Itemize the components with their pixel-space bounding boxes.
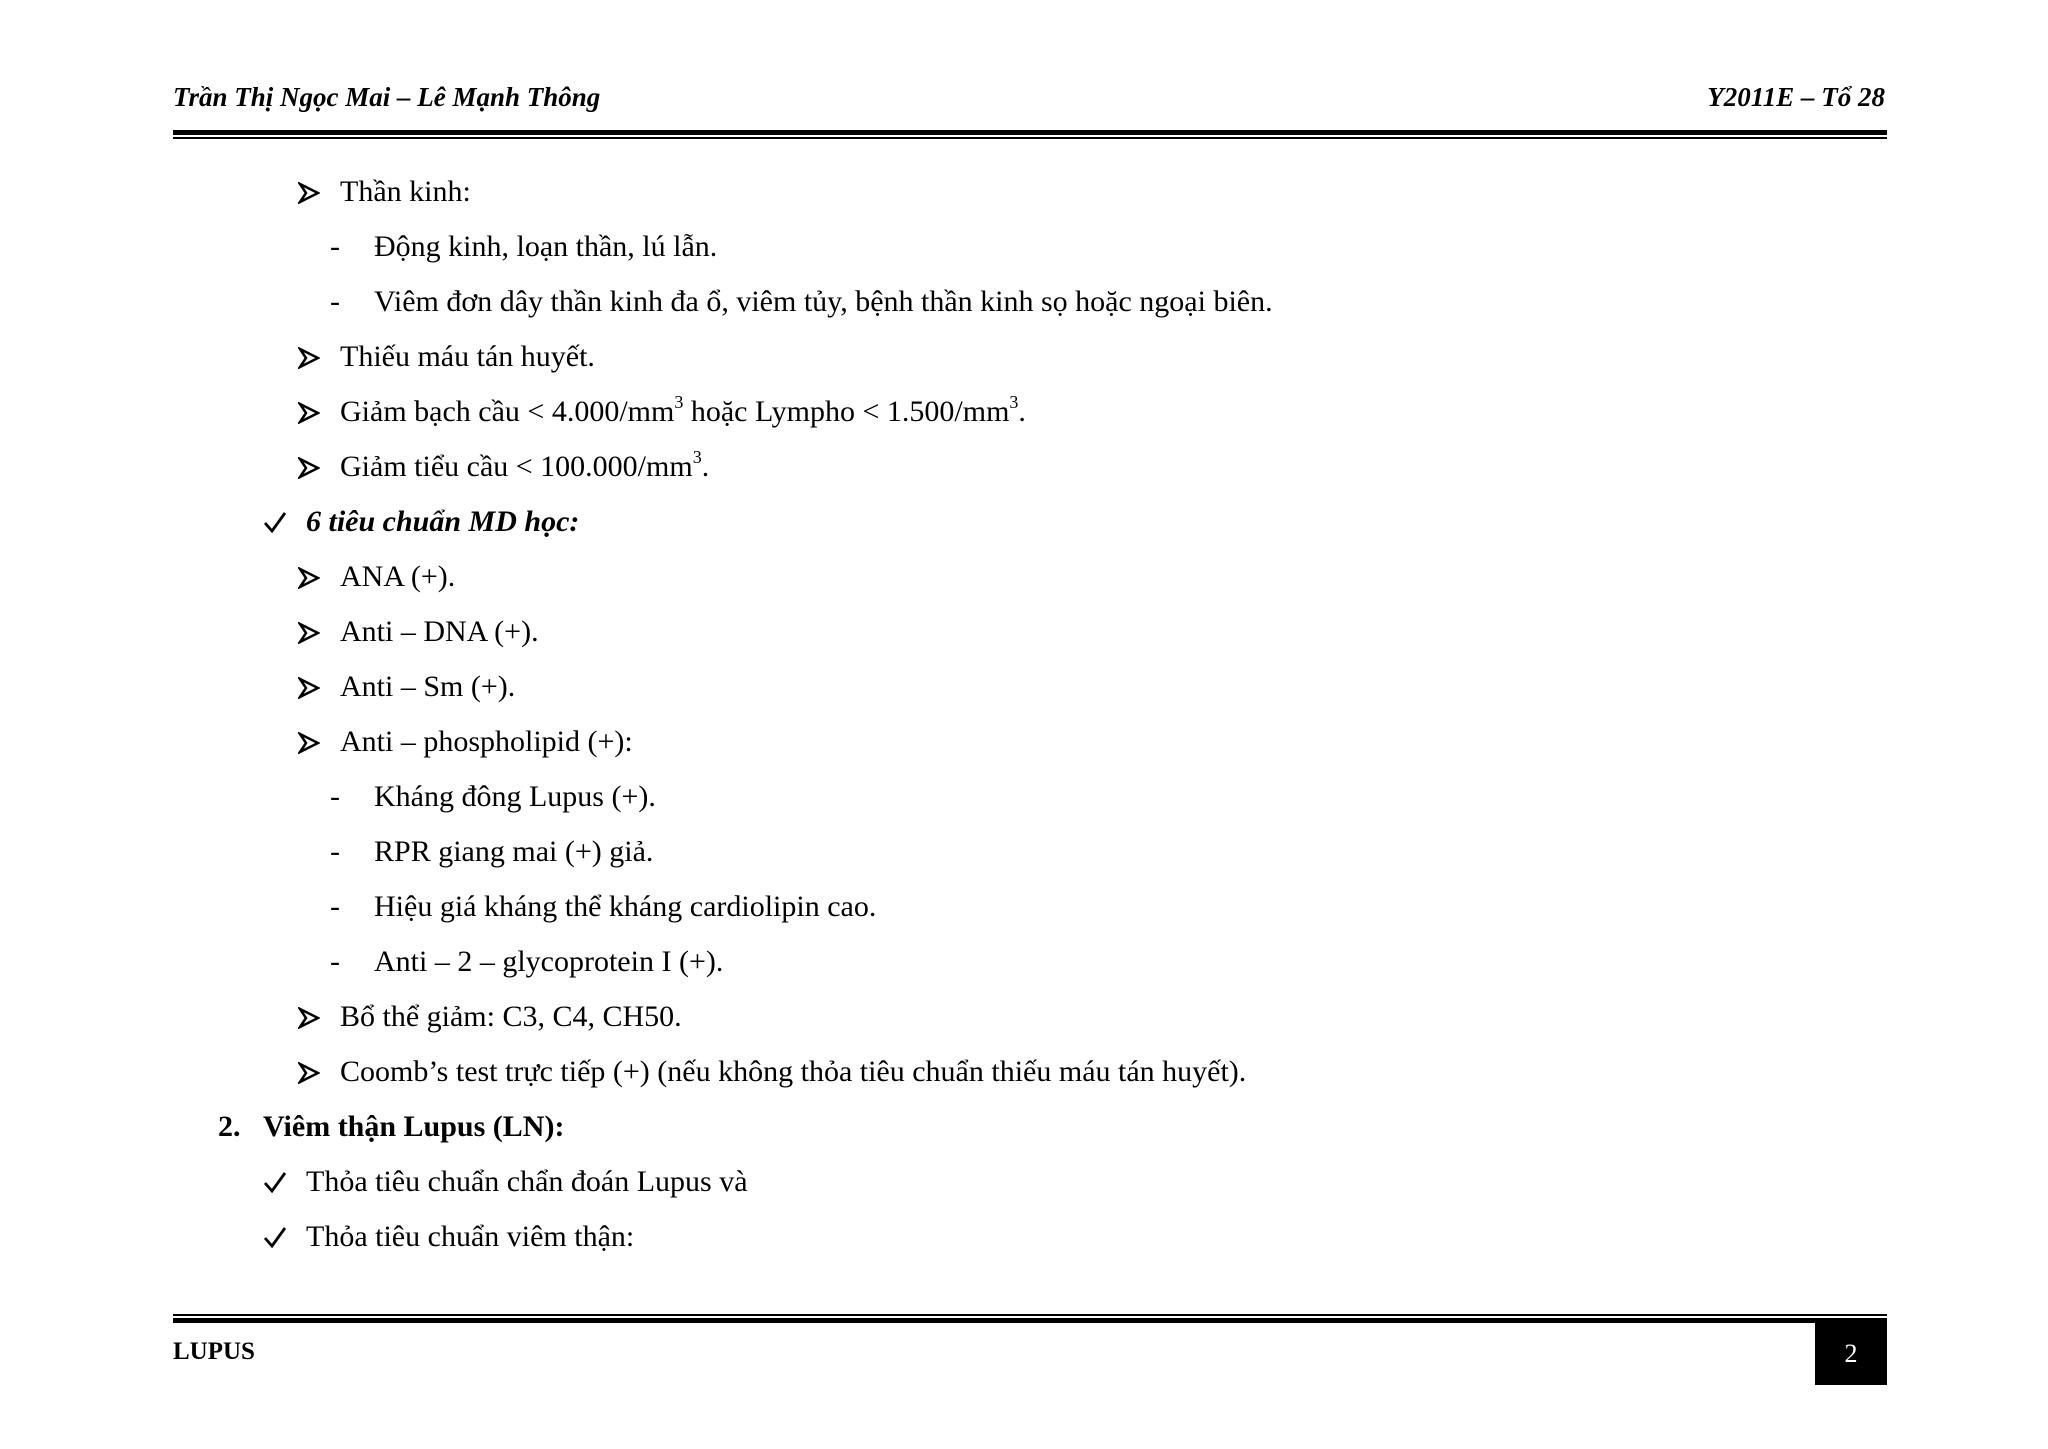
item-thrombocytopenia — [340, 447, 709, 487]
item-complement: Bổ thể giảm: C3, C4, CH50. — [340, 1000, 682, 1033]
section-lupus-nephritis: Viêm thận Lupus (LN): — [263, 1110, 565, 1143]
dash-bullet: - — [330, 780, 340, 813]
dash-bullet: - — [330, 945, 340, 978]
item-rpr: RPR giang mai (+) giả. — [374, 835, 654, 868]
arrow-bullet-icon — [298, 722, 320, 762]
dash-bullet: - — [330, 890, 340, 923]
dash-bullet: - — [330, 835, 340, 868]
checkmark-bullet-icon — [263, 1217, 287, 1257]
leukopenia-sup-2: 3 — [1009, 392, 1019, 412]
arrow-bullet-icon — [298, 447, 320, 487]
dash-bullet: - — [330, 285, 340, 318]
item-seizure: Động kinh, loạn thần, lú lẫn. — [374, 230, 718, 263]
dash-bullet: - — [330, 230, 340, 263]
header-authors: Trần Thị Ngọc Mai – Lê Mạnh Thông — [173, 82, 601, 112]
section-number: 2. — [218, 1110, 241, 1143]
item-hemolytic-anemia: Thiếu máu tán huyết. — [340, 340, 595, 373]
item-lupus-criteria: Thỏa tiêu chuẩn chẩn đoán Lupus và — [306, 1165, 748, 1198]
thrombocytopenia-text-b: . — [701, 450, 710, 483]
item-nephritis-criteria: Thỏa tiêu chuẩn viêm thận: — [306, 1220, 635, 1253]
leukopenia-text-c: . — [1018, 395, 1026, 428]
header-group: Y2011E – Tổ 28 — [1707, 82, 1885, 112]
thrombocytopenia-text-a: Giảm tiểu cầu < 100.000/mm — [340, 450, 693, 483]
leukopenia-text-a: Giảm bạch cầu < 4.000/mm — [340, 395, 675, 428]
thrombocytopenia-sup: 3 — [692, 447, 702, 467]
page-number: 2 — [1815, 1323, 1887, 1385]
item-anti-dna: Anti – DNA (+). — [340, 615, 539, 648]
arrow-bullet-icon — [298, 337, 320, 377]
item-anticardiolipin: Hiệu giá kháng thể kháng cardiolipin cao. — [374, 890, 877, 923]
checkmark-bullet-icon — [263, 1162, 287, 1202]
arrow-bullet-icon — [298, 557, 320, 597]
item-leukopenia — [340, 392, 1026, 432]
arrow-bullet-icon — [298, 392, 320, 432]
arrow-bullet-icon — [298, 172, 320, 212]
footer-rule-thin — [173, 1314, 1887, 1316]
item-ana: ANA (+). — [340, 560, 456, 593]
item-neuropathy: Viêm đơn dây thần kinh đa ổ, viêm tủy, bệnh thần kinh sọ hoặc ngoại biên. — [374, 285, 1273, 318]
arrow-bullet-icon — [298, 612, 320, 652]
section-immunologic-criteria: 6 tiêu chuẩn MD học: — [306, 505, 580, 538]
footer-rule-thick — [173, 1318, 1887, 1323]
arrow-bullet-icon — [298, 997, 320, 1037]
arrow-bullet-icon — [298, 667, 320, 707]
arrow-bullet-icon — [298, 1052, 320, 1092]
checkmark-bullet-icon — [263, 502, 287, 542]
item-lupus-anticoagulant: Kháng đông Lupus (+). — [374, 780, 656, 813]
item-neurologic: Thần kinh: — [340, 175, 471, 208]
item-anti-phospholipid: Anti – phospholipid (+): — [340, 725, 633, 758]
item-coombs: Coomb’s test trực tiếp (+) (nếu không thỏa tiêu chuẩn thiếu máu tán huyết). — [340, 1055, 1247, 1088]
item-glycoprotein: Anti – 2 – glycoprotein I (+). — [374, 945, 724, 978]
leukopenia-sup-1: 3 — [674, 392, 684, 412]
footer-title: LUPUS — [173, 1338, 255, 1365]
leukopenia-text-b: hoặc Lympho < 1.500/mm — [683, 395, 1010, 428]
item-anti-sm: Anti – Sm (+). — [340, 670, 516, 703]
